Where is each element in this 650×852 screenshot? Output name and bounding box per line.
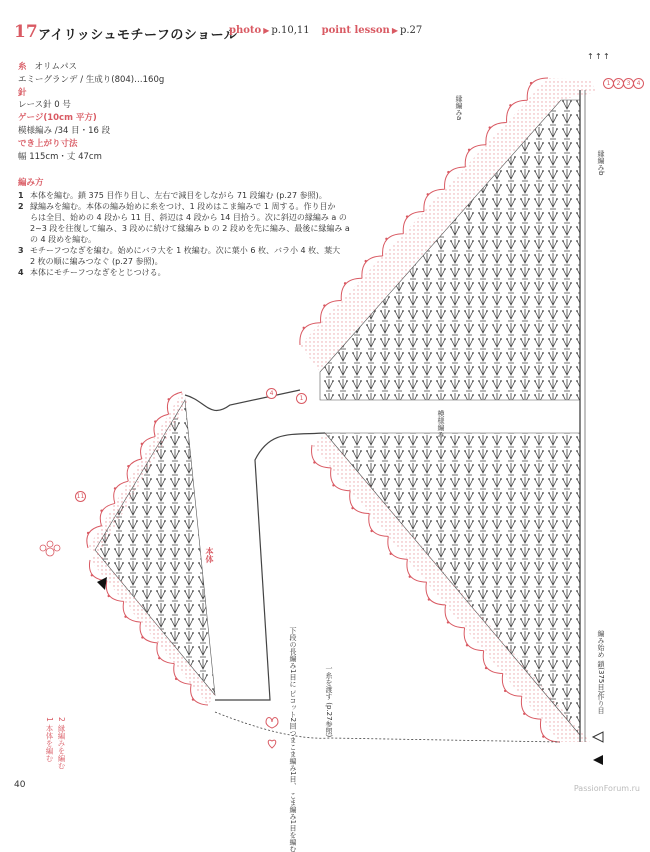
- pattern-title: アイリッシュモチーフのショール: [38, 28, 238, 43]
- start-triangle-icon: [593, 732, 603, 742]
- picot-dot: [141, 443, 143, 445]
- rose-motif-icon: [266, 718, 278, 729]
- site-watermark: PassionForum.ru: [573, 784, 640, 793]
- picot-dot: [523, 713, 525, 715]
- picot-dot: [344, 282, 346, 284]
- picot-dot: [447, 171, 449, 173]
- picot-dot: [530, 82, 532, 84]
- picot-dot: [158, 657, 160, 659]
- picot-dot: [114, 487, 116, 489]
- picot-dot: [466, 644, 468, 646]
- picot-dot: [447, 621, 449, 623]
- picot-dot: [351, 507, 353, 509]
- picot-dot: [409, 576, 411, 578]
- picot-dot: [303, 327, 305, 329]
- picot-dot: [87, 532, 89, 534]
- step-text: 本体にモチーフつなぎをとじつける。: [30, 268, 166, 277]
- step-text: らは全目、始めの 4 段から 11 目、斜辺は 4 段から 14 目拾う。次に斜辺の縁編み a の: [30, 213, 347, 222]
- pattern-label: 模様編み: [437, 410, 445, 438]
- lesson-page: p.27: [399, 25, 423, 36]
- circled-number-2: 2: [613, 78, 624, 89]
- heart-icon: [268, 740, 276, 748]
- shawl-outline-bottom: [215, 712, 560, 742]
- up-arrow-icon: ↑: [587, 52, 594, 61]
- picot-dot: [154, 420, 156, 422]
- gauge-detail: 模様編み /34 目・16 段: [18, 126, 111, 136]
- picot-dot: [91, 574, 93, 576]
- edging-a-label: 縁編みa: [455, 95, 463, 121]
- picot-dot: [385, 238, 387, 240]
- picot-dot: [323, 304, 325, 306]
- picot-dot: [365, 260, 367, 262]
- edging-b-label: 縁編みb: [597, 150, 605, 176]
- step-text: の 4 段めを編む。: [30, 235, 97, 244]
- yarn-detail: エミーグランデ / 生成り(804)…160g: [18, 75, 165, 85]
- triangle-icon: ▶: [391, 26, 398, 35]
- yarn-brand: オリムパス: [34, 62, 78, 72]
- circled-number-3: 3: [623, 78, 634, 89]
- size-detail: 幅 115cm・丈 47cm: [18, 152, 102, 162]
- step-number: 4: [18, 268, 24, 277]
- picot-dot: [100, 510, 102, 512]
- marker-1: 1: [296, 393, 307, 404]
- picot-dot: [107, 595, 109, 597]
- picot-dot: [192, 698, 194, 700]
- up-arrow-icon: ↑: [595, 52, 602, 61]
- step-text: 2 枚の順に編みつなぐ (p.27 参照)。: [30, 257, 163, 266]
- gauge-heading: ゲージ(10cm 平方): [18, 113, 97, 123]
- step-text: 2~3 段を往復して編み、3 段めに続けて縁編み b の 2 段めを先に編み、最後に縁編み a: [30, 224, 350, 233]
- picot-note: 下段の長編み1目に ピコット2回つまこま編み1目、 こま編み1目を編む: [289, 627, 297, 852]
- picot-dot: [141, 636, 143, 638]
- needle-detail: レース針 0 号: [18, 100, 71, 110]
- picot-dot: [489, 126, 491, 128]
- lesson-label: point lesson: [321, 25, 390, 36]
- circled-number-4: 4: [633, 78, 644, 89]
- pattern-number: 17: [14, 22, 38, 42]
- legend-step-2: 2 縁編みを編む: [57, 717, 66, 770]
- picot-dot: [332, 484, 334, 486]
- shawl-outline-top: [185, 390, 300, 410]
- yarn-note: 一糸を渡す (p.27参照): [325, 665, 333, 738]
- body-upper-triangle: [320, 100, 580, 400]
- picot-dot: [124, 616, 126, 618]
- triangle-icon: ▶: [263, 26, 270, 35]
- size-heading: でき上がり寸法: [18, 139, 78, 149]
- picot-dot: [485, 667, 487, 669]
- picot-dot: [509, 104, 511, 106]
- picot-dot: [406, 215, 408, 217]
- picot-dot: [428, 598, 430, 600]
- step-text: 縁編みを編む。本体の編み始めに糸をつけ、1 段めはこま編みで 1 周する。作り目か: [30, 202, 336, 211]
- instructions-heading: 編み方: [18, 178, 44, 188]
- needle-heading: 針: [18, 88, 27, 98]
- legend-step-1: 1 本体を編む: [45, 717, 54, 762]
- photo-label: photo: [229, 25, 262, 36]
- start-chain-label: 編み始め 鎖(375目)作り目: [597, 630, 605, 715]
- picot-dot: [167, 398, 169, 400]
- step-number: 3: [18, 246, 24, 255]
- picot-dot: [427, 193, 429, 195]
- page-number: 40: [14, 780, 26, 790]
- step-number: 1: [18, 191, 24, 200]
- picot-dot: [127, 465, 129, 467]
- flower-top-left-icon: [40, 541, 60, 556]
- shawl-outline-mid: [215, 433, 325, 700]
- picot-dot: [175, 678, 177, 680]
- picot-dot: [389, 553, 391, 555]
- end-triangle-icon: [593, 755, 603, 765]
- photo-pages: p.10,11: [271, 25, 310, 36]
- picot-dot: [370, 530, 372, 532]
- picot-dot: [313, 461, 315, 463]
- step-text: 本体を編む。鎖 375 目作り目し、左右で減目をしながら 71 段編む (p.27 参照)。: [30, 191, 327, 200]
- marker-4: 4: [266, 388, 277, 399]
- yarn-heading: 糸 オリムパス: [18, 62, 78, 72]
- picot-dot: [504, 690, 506, 692]
- picot-dot: [542, 735, 544, 737]
- step-number: 2: [18, 202, 24, 211]
- circled-number-1: 1: [603, 78, 614, 89]
- picot-dot: [468, 149, 470, 151]
- body-label: 本体: [205, 547, 214, 563]
- up-arrow-icon: ↑: [603, 52, 610, 61]
- step-text: モチーフつなぎを編む。始めにバラ大を 1 枚編む。次に葉小 6 枚、バラ小 4 枚、葉大: [30, 246, 341, 255]
- marker-11: 11: [76, 493, 85, 500]
